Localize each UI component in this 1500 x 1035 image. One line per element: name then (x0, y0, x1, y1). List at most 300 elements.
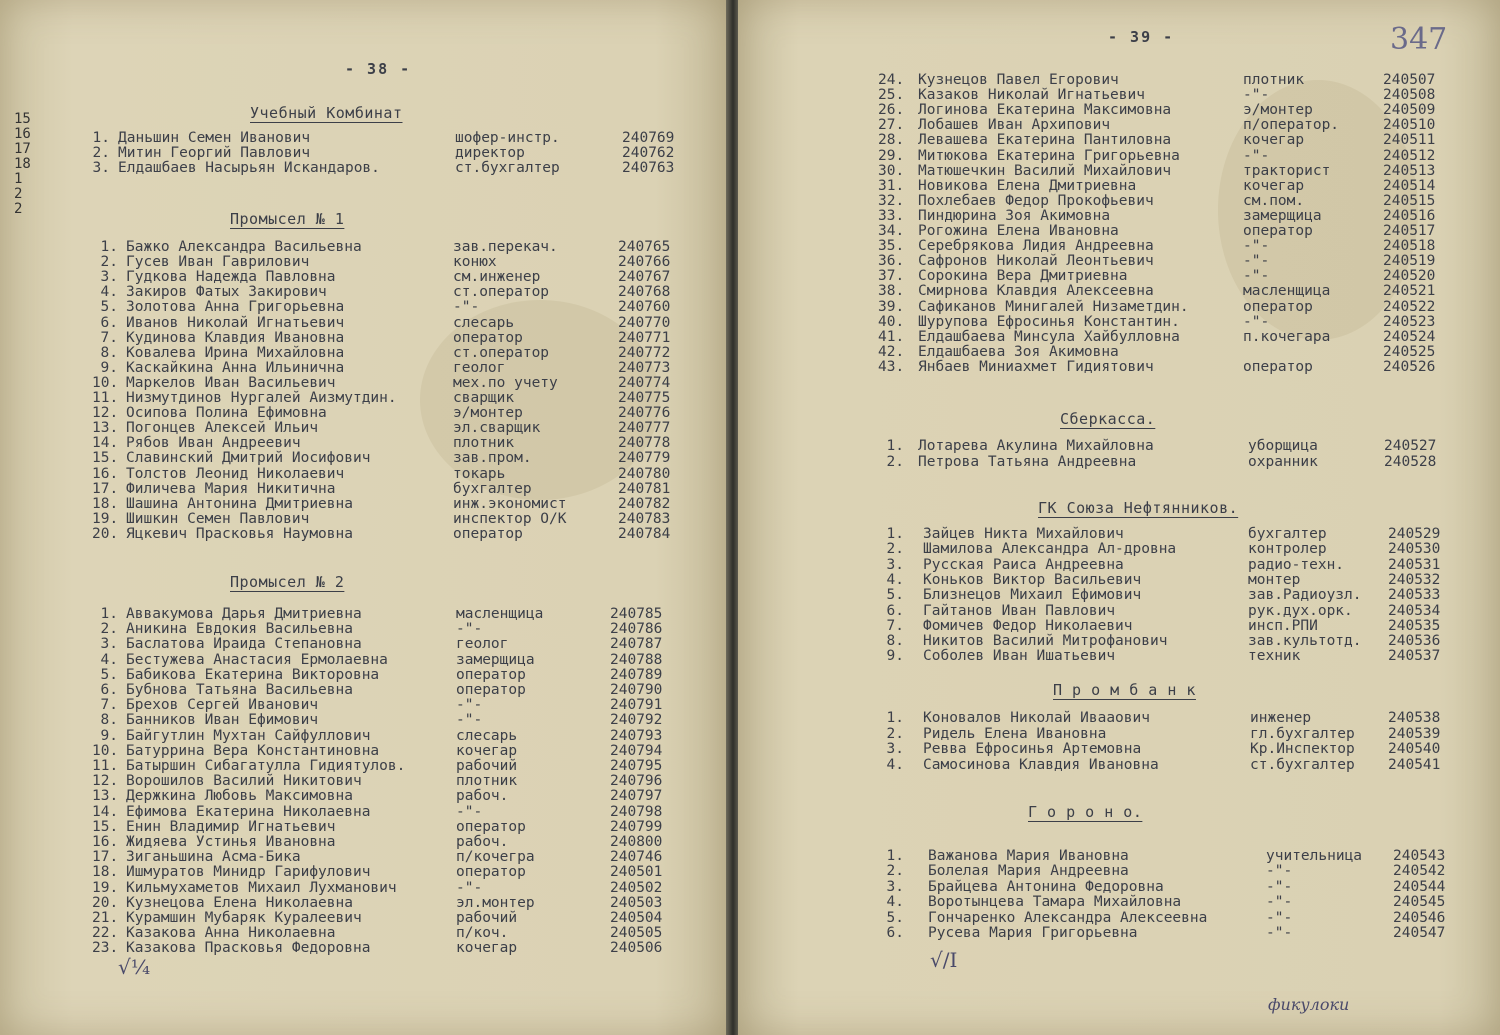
edge-fragment-char: 17 (14, 141, 31, 157)
person-name: Близнецов Михаил Ефимович (923, 587, 1142, 604)
person-name: Банников Иван Ефимович (126, 712, 319, 729)
record-code: 240543 (1393, 848, 1446, 864)
person-name: Осипова Полина Ефимовна (126, 405, 327, 422)
person-name: Баслатова Ираида Степановна (126, 636, 362, 653)
record-code: 240526 (1383, 358, 1436, 375)
record-code: 240513 (1383, 162, 1436, 179)
job-title: плотник (456, 773, 518, 790)
row-number: 21. (92, 910, 119, 926)
record-code: 240779 (618, 450, 671, 467)
record-code: 240522 (1383, 298, 1436, 315)
person-name: Филичева Мария Никитична (126, 480, 336, 497)
record-code: 240524 (1383, 328, 1436, 345)
row-number: 9. (100, 727, 118, 744)
row-number: 6. (100, 682, 118, 698)
row-number: 11. (92, 758, 119, 774)
edge-fragment-char: 1 (14, 171, 23, 187)
record-code: 240774 (618, 374, 671, 391)
page-number: - 39 - (1108, 28, 1175, 46)
row-number: 38. (878, 283, 905, 300)
row-number: 3. (100, 636, 118, 653)
row-number: 30. (878, 162, 905, 179)
row-number: 13. (92, 788, 119, 805)
person-name: Логинова Екатерина Максимовна (918, 102, 1172, 119)
row-number: 5. (100, 299, 118, 316)
record-code: 240541 (1388, 756, 1441, 773)
row-number: 23. (92, 940, 119, 957)
signature-mark: √/I (930, 948, 958, 972)
row-number: 2. (100, 254, 118, 271)
person-name: Ковалева Ирина Михайловна (126, 344, 345, 361)
job-title: плотник (453, 435, 515, 452)
row-number: 28. (878, 132, 905, 149)
job-title: п.кочегара (1243, 328, 1331, 345)
job-title: мех.по учету (453, 374, 558, 391)
record-code: 240523 (1383, 313, 1436, 330)
person-name: Шашина Антонина Дмитриевна (126, 495, 353, 512)
job-title: оператор (1243, 223, 1313, 239)
person-name: Брехов Сергей Иванович (126, 697, 319, 714)
job-title: кочегар (456, 940, 518, 957)
job-title: монтер (1248, 571, 1301, 588)
record-code: 240546 (1393, 909, 1446, 926)
job-title: оператор (453, 525, 523, 542)
person-name: Ефимова Екатерина Николаевна (126, 803, 371, 820)
person-name: Воротынцева Тамара Михайловна (928, 894, 1182, 911)
job-title: масленщица (1243, 283, 1331, 300)
record-code: 240796 (610, 773, 663, 790)
row-number: 20. (92, 894, 119, 911)
row-number: 1. (886, 710, 904, 726)
row-number: 1. (100, 239, 118, 255)
job-title: инж.экономист (453, 495, 567, 512)
job-title: -"- (1243, 268, 1270, 285)
row-number: 12. (92, 405, 119, 422)
job-title: оператор (456, 818, 526, 835)
job-title: э/монтер (453, 405, 523, 422)
job-title: -"- (1266, 878, 1293, 895)
row-number: 41. (878, 328, 905, 345)
record-code: 240517 (1383, 223, 1436, 239)
row-number: 1. (886, 438, 904, 454)
job-title: -"- (1243, 238, 1270, 255)
job-title: оператор (453, 329, 523, 346)
person-name: Важанова Мария Ивановна (928, 848, 1129, 864)
job-title: ст.бухгалтер (1250, 756, 1355, 773)
job-title: -"- (1243, 313, 1270, 330)
row-number: 4. (100, 284, 118, 301)
record-code: 240504 (610, 910, 663, 926)
person-name: Ревва Ефросинья Артемовна (923, 741, 1142, 757)
job-title: инсп.РПИ (1248, 617, 1318, 634)
job-title: -"- (1266, 909, 1293, 926)
person-name: Славинский Дмитрий Иосифович (126, 450, 371, 467)
job-title: масленщица (456, 606, 544, 622)
person-name: Кузнецов Павел Егорович (918, 72, 1119, 88)
job-title: геолог (453, 359, 506, 376)
row-number: 24. (878, 72, 905, 88)
record-code: 240506 (610, 940, 663, 957)
person-name: Маркелов Иван Васильевич (126, 374, 336, 391)
record-code: 240515 (1383, 192, 1436, 209)
person-name: Толстов Леонид Николаевич (126, 465, 345, 482)
row-number: 3. (92, 160, 110, 177)
record-code: 240537 (1388, 648, 1441, 665)
job-title: -"- (456, 879, 483, 896)
person-name: Серебрякова Лидия Андреевна (918, 238, 1154, 255)
row-number: 3. (886, 878, 904, 895)
job-title: Кр.Инспектор (1250, 741, 1355, 757)
record-code: 240767 (618, 269, 671, 286)
job-title: рук.дух.орк. (1248, 602, 1353, 619)
person-name: Коновалов Николай Иваaович (923, 710, 1150, 726)
record-code: 240778 (618, 435, 671, 452)
job-title: директор (455, 145, 525, 162)
person-name: Петрова Татьяна Андреевна (918, 453, 1137, 470)
record-code: 240532 (1388, 571, 1441, 588)
job-title: плотник (1243, 72, 1305, 88)
corner-mark: 347 (1390, 22, 1448, 57)
record-code: 240535 (1388, 617, 1441, 634)
record-code: 240792 (610, 712, 663, 729)
person-name: Жидяева Устинья Ивановна (126, 834, 336, 850)
person-name: Рябов Иван Андреевич (126, 435, 301, 452)
job-title: кочегар (456, 742, 518, 759)
row-number: 3. (886, 556, 904, 573)
bottom-note: фикулоки (1268, 995, 1350, 1014)
record-code: 240539 (1388, 725, 1441, 742)
job-title: кочегар (1243, 132, 1305, 149)
person-name: Елдашбаев Насырьян Искандаров. (118, 160, 380, 177)
section-title: Учебный Комбинат (250, 104, 403, 122)
job-title: -"- (456, 712, 483, 729)
job-title: контролер (1248, 541, 1327, 558)
record-code: 240763 (622, 160, 675, 177)
edge-fragment-char: 15 (14, 111, 31, 127)
job-title: см.инженер (453, 269, 541, 286)
job-title: оператор (456, 666, 526, 683)
section-title: ГК Союза Нефтянников. (1038, 499, 1239, 517)
person-name: Левашева Екатерина Пантиловна (918, 132, 1172, 149)
person-name: Аввакумова Дарья Дмитриевна (126, 606, 362, 622)
job-title: -"- (456, 621, 483, 638)
person-name: Новикова Елена Дмитриевна (918, 177, 1137, 194)
row-number: 29. (878, 147, 905, 164)
job-title: зав.Радиоузл. (1248, 587, 1362, 604)
row-number: 2. (886, 725, 904, 742)
row-number: 31. (878, 177, 905, 194)
person-name: Лотарева Акулина Михайловна (918, 438, 1154, 454)
row-number: 6. (100, 314, 118, 331)
job-title: гл.бухгалтер (1250, 725, 1355, 742)
person-name: Бабикова Екатерина Викторовна (126, 666, 380, 683)
person-name: Бажко Александра Васильевна (126, 239, 362, 255)
signature-mark: √¼ (118, 955, 151, 979)
row-number: 36. (878, 253, 905, 270)
record-code: 240760 (618, 299, 671, 316)
job-title: бухгалтер (453, 480, 532, 497)
row-number: 22. (92, 925, 119, 942)
row-number: 8. (886, 633, 904, 650)
person-name: Смирнова Клавдия Алексеевна (918, 283, 1154, 300)
row-number: 18. (92, 864, 119, 881)
job-title: геолог (456, 636, 509, 653)
person-name: Казакова Анна Николаевна (126, 925, 336, 942)
record-code: 240529 (1388, 526, 1441, 542)
job-title: конюх (453, 254, 497, 271)
row-number: 39. (878, 298, 905, 315)
record-code: 240786 (610, 621, 663, 638)
record-code: 240503 (610, 894, 663, 911)
job-title: -"- (1266, 925, 1293, 941)
row-number: 40. (878, 313, 905, 330)
job-title: рабочий (456, 910, 518, 926)
row-number: 43. (878, 358, 905, 375)
person-name: Казакова Прасковья Федоровна (126, 940, 371, 957)
row-number: 19. (92, 510, 119, 527)
job-title: ст.оператор (453, 344, 550, 361)
person-name: Золотова Анна Григорьевна (126, 299, 345, 316)
record-code: 240518 (1383, 238, 1436, 255)
record-code: 240769 (622, 130, 675, 146)
job-title: зав.пром. (453, 450, 532, 467)
row-number: 16. (92, 834, 119, 850)
record-code: 240531 (1388, 556, 1441, 573)
person-name: Енин Владимир Игнатьевич (126, 818, 336, 835)
person-name: Русская Раиса Андреевна (923, 556, 1124, 573)
person-name: Янбаев Миниахмет Гидиятович (918, 358, 1154, 375)
person-name: Шишкин Семен Павлович (126, 510, 310, 527)
row-number: 8. (100, 344, 118, 361)
row-number: 5. (886, 587, 904, 604)
right-page (738, 0, 1500, 1035)
record-code: 240538 (1388, 710, 1441, 726)
row-number: 2. (100, 621, 118, 638)
record-code: 240780 (618, 465, 671, 482)
person-name: Бубнова Татьяна Васильевна (126, 682, 353, 698)
job-title: ст.бухгалтер (455, 160, 560, 177)
job-title: инспектор О/К (453, 510, 567, 527)
row-number: 17. (92, 480, 119, 497)
record-code: 240542 (1393, 863, 1446, 880)
person-name: Самосинова Клавдия Ивановна (923, 756, 1159, 773)
record-code: 240528 (1384, 453, 1437, 470)
person-name: Низмутдинов Нургалей Аизмутдин. (126, 390, 397, 406)
person-name: Ишмуратов Минидр Гарифулович (126, 864, 371, 881)
record-code: 240501 (610, 864, 663, 881)
person-name: Гудкова Надежда Павловна (126, 269, 336, 286)
job-title: см.пом. (1243, 192, 1305, 209)
job-title: токарь (453, 465, 506, 482)
record-code: 240527 (1384, 438, 1437, 454)
row-number: 33. (878, 207, 905, 224)
person-name: Сорокина Вера Дмитриевна (918, 268, 1128, 285)
person-name: Каскайкина Анна Ильинична (126, 359, 345, 376)
job-title: рабоч. (456, 788, 509, 805)
section-title: Промысел № 2 (230, 573, 345, 591)
job-title: радио-техн. (1248, 556, 1345, 573)
record-code: 240547 (1393, 925, 1446, 941)
record-code: 240514 (1383, 177, 1436, 194)
job-title: кочегар (1243, 177, 1305, 194)
row-number: 2. (886, 541, 904, 558)
row-number: 15. (92, 450, 119, 467)
person-name: Батуррина Вера Константиновна (126, 742, 380, 759)
record-code: 240505 (610, 925, 663, 942)
left-page (0, 0, 728, 1035)
person-name: Елдашбаева Зоя Акимовна (918, 343, 1119, 360)
person-name: Елдашбаева Минсула Хайбулловна (918, 328, 1180, 345)
job-title: оператор (456, 864, 526, 881)
section-title: Промысел № 1 (230, 210, 345, 228)
row-number: 11. (92, 390, 119, 406)
job-title: эл.сварщик (453, 420, 541, 437)
edge-fragment-char: 18 (14, 156, 31, 172)
row-number: 32. (878, 192, 905, 209)
row-number: 4. (100, 651, 118, 668)
row-number: 10. (92, 742, 119, 759)
person-name: Гайтанов Иван Павлович (923, 602, 1116, 619)
person-name: Пиндюрина Зоя Акимовна (918, 207, 1111, 224)
row-number: 1. (886, 526, 904, 542)
record-code: 240530 (1388, 541, 1441, 558)
record-code: 240789 (610, 666, 663, 683)
person-name: Курамшин Мубаряк Куралеевич (126, 910, 362, 926)
record-code: 240791 (610, 697, 663, 714)
record-code: 240766 (618, 254, 671, 271)
person-name: Батыршин Сибагатулла Гидиятулов. (126, 758, 406, 774)
job-title: оператор (1243, 358, 1313, 375)
job-title: зав.культотд. (1248, 633, 1362, 650)
row-number: 27. (878, 117, 905, 134)
person-name: Сафронов Николай Леонтьевич (918, 253, 1154, 270)
record-code: 240768 (618, 284, 671, 301)
person-name: Яцкевич Прасковья Наумовна (126, 525, 353, 542)
person-name: Матюшечкин Василий Михайлович (918, 162, 1172, 179)
row-number: 13. (92, 420, 119, 437)
row-number: 4. (886, 894, 904, 911)
person-name: Даньшин Семен Иванович (118, 130, 311, 146)
person-name: Гончаренко Александра Алексеевна (928, 909, 1208, 926)
record-code: 240545 (1393, 894, 1446, 911)
record-code: 240536 (1388, 633, 1441, 650)
record-code: 240772 (618, 344, 671, 361)
person-name: Никитов Василий Митрофанович (923, 633, 1168, 650)
person-name: Казаков Николай Игнатьевич (918, 87, 1145, 104)
record-code: 240784 (618, 525, 671, 542)
job-title: рабоч. (456, 834, 509, 850)
row-number: 20. (92, 525, 119, 542)
person-name: Ворошилов Василий Никитович (126, 773, 362, 790)
row-number: 25. (878, 87, 905, 104)
record-code: 240765 (618, 239, 671, 255)
row-number: 3. (100, 269, 118, 286)
record-code: 240544 (1393, 878, 1446, 895)
record-code: 240770 (618, 314, 671, 331)
row-number: 9. (886, 648, 904, 665)
person-name: Аникина Евдокия Васильевна (126, 621, 353, 638)
person-name: Шамилова Александра Ал-дровна (923, 541, 1177, 558)
person-name: Кудинова Клавдия Ивановна (126, 329, 345, 346)
record-code: 240788 (610, 651, 663, 668)
edge-fragment-char: 2 (14, 201, 23, 217)
person-name: Погонцев Алексей Ильич (126, 420, 319, 437)
job-title: -"- (1266, 894, 1293, 911)
section-title: Сберкасса. (1060, 410, 1156, 428)
job-title: замерщица (1243, 207, 1322, 224)
page-number: - 38 - (345, 60, 412, 78)
row-number: 2. (886, 453, 904, 470)
record-code: 240520 (1383, 268, 1436, 285)
record-code: 240798 (610, 803, 663, 820)
job-title: слесарь (456, 727, 518, 744)
person-name: Кильмухаметов Михаил Лухманович (126, 879, 397, 896)
row-number: 1. (100, 606, 118, 622)
record-code: 240795 (610, 758, 663, 774)
section-title: Г о р о н о. (1028, 803, 1143, 821)
record-code: 240512 (1383, 147, 1436, 164)
row-number: 1. (92, 130, 110, 146)
record-code: 240787 (610, 636, 663, 653)
row-number: 2. (886, 863, 904, 880)
row-number: 5. (100, 666, 118, 683)
person-name: Бестужева Анастасия Ермолаевна (126, 651, 388, 668)
row-number: 37. (878, 268, 905, 285)
job-title: -"- (456, 697, 483, 714)
job-title: э/монтер (1243, 102, 1313, 119)
record-code: 240746 (610, 849, 663, 866)
row-number: 14. (92, 803, 119, 820)
row-number: 10. (92, 374, 119, 391)
row-number: 3. (886, 741, 904, 757)
record-code: 240508 (1383, 87, 1436, 104)
record-code: 240510 (1383, 117, 1436, 134)
record-code: 240540 (1388, 741, 1441, 757)
person-name: Иванов Николай Игнатьевич (126, 314, 345, 331)
record-code: 240793 (610, 727, 663, 744)
person-name: Держкина Любовь Максимовна (126, 788, 353, 805)
row-number: 16. (92, 465, 119, 482)
row-number: 4. (886, 571, 904, 588)
row-number: 7. (886, 617, 904, 634)
record-code: 240516 (1383, 207, 1436, 224)
row-number: 6. (886, 925, 904, 941)
record-code: 240521 (1383, 283, 1436, 300)
edge-fragment-char: 2 (14, 186, 23, 202)
person-name: Закиров Фатых Закирович (126, 284, 327, 301)
person-name: Брайцева Антонина Федоровна (928, 878, 1164, 895)
person-name: Ридель Елена Ивановна (923, 725, 1107, 742)
row-number: 7. (100, 329, 118, 346)
job-title: п/оператор. (1243, 117, 1340, 134)
job-title: -"- (453, 299, 480, 316)
record-code: 240781 (618, 480, 671, 497)
record-code: 240777 (618, 420, 671, 437)
person-name: Похлебаев Федор Прокофьевич (918, 192, 1154, 209)
row-number: 9. (100, 359, 118, 376)
job-title: -"- (1266, 863, 1293, 880)
person-name: Фомичев Федор Николаевич (923, 617, 1133, 634)
row-number: 1. (886, 848, 904, 864)
person-name: Сафиканов Минигалей Низаметдин. (918, 298, 1189, 315)
record-code: 240797 (610, 788, 663, 805)
job-title: оператор (1243, 298, 1313, 315)
person-name: Рогожина Елена Ивановна (918, 223, 1119, 239)
job-title: ст.оператор (453, 284, 550, 301)
record-code: 240800 (610, 834, 663, 850)
person-name: Гусев Иван Гаврилович (126, 254, 310, 271)
record-code: 240519 (1383, 253, 1436, 270)
